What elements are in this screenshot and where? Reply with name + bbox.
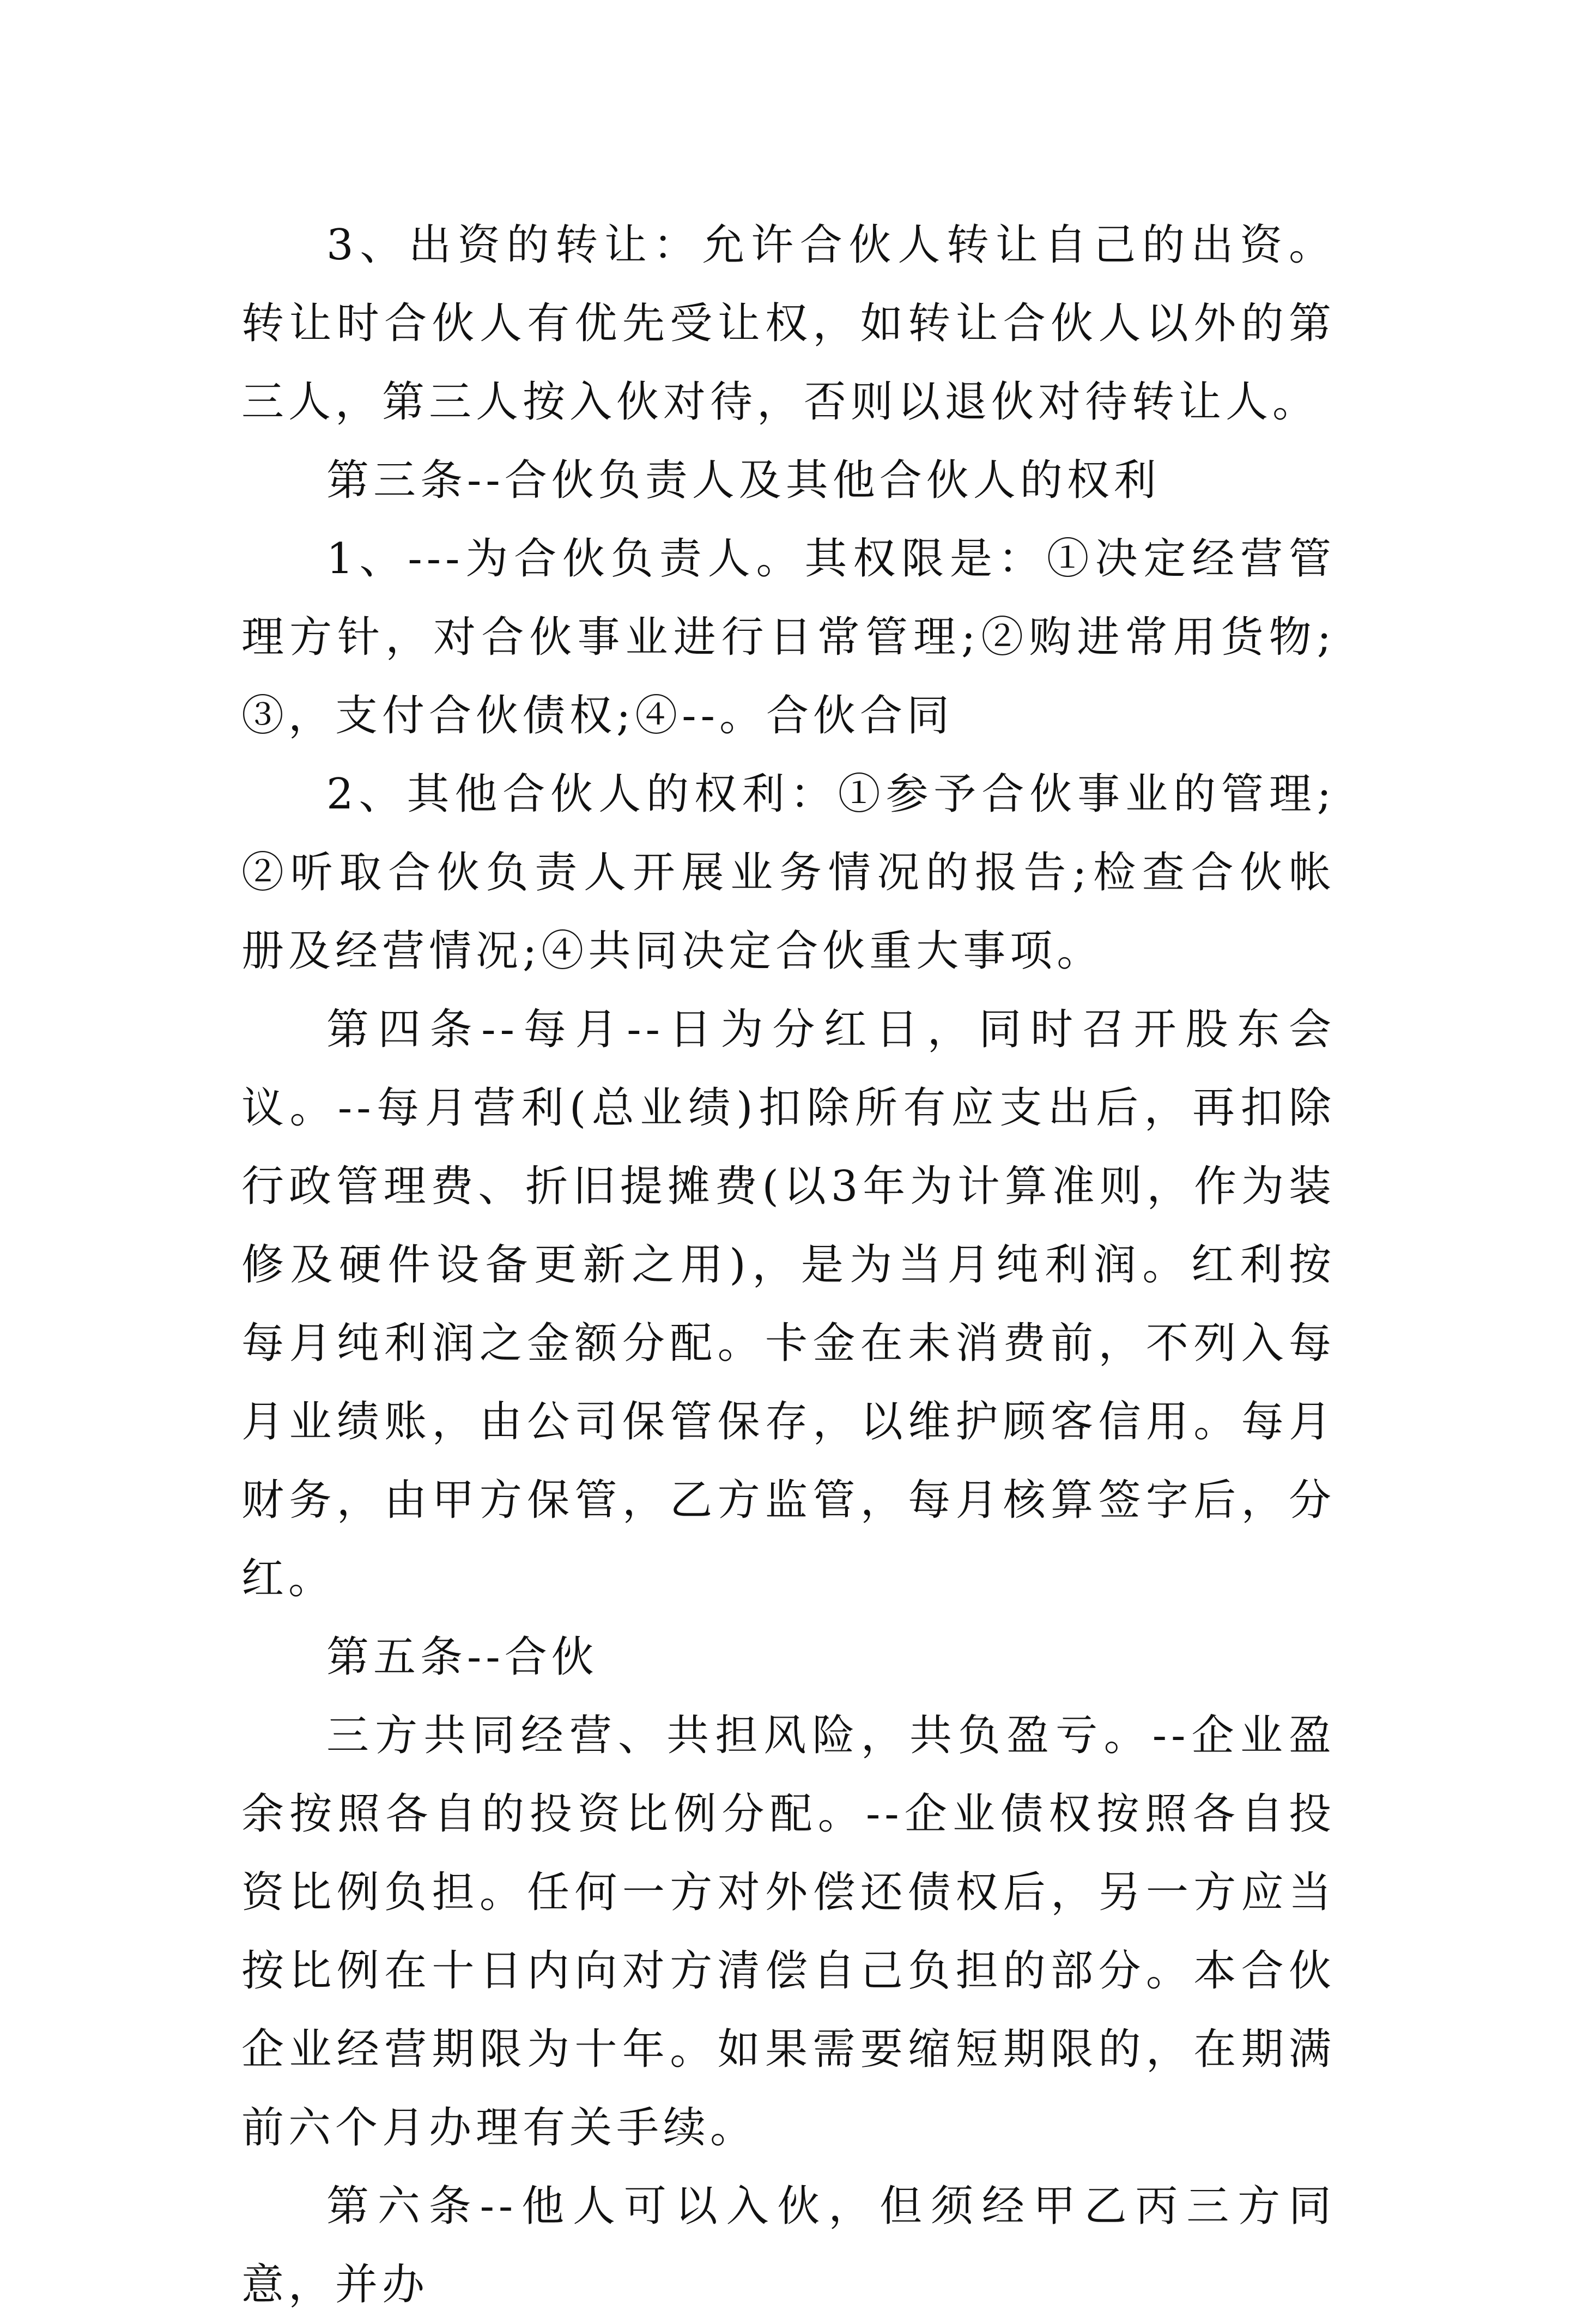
paragraph-capital-transfer: 3、出资的转让：允许合伙人转让自己的出资。转让时合伙人有优先受让权，如转让合伙人以外的第三人，第三人按入伙对待，否则以退伙对待转让人。 [241,221,1336,427]
paragraph-responsible-partner: 1、---为合伙负责人。其权限是：①决定经营管理方针，对合伙事业进行日常管理;②购进常用货物;③，支付合伙债权;④--。合伙合同 [241,534,1336,740]
heading-article-three: 第三条--合伙负责人及其他合伙人的权利 [326,456,1161,505]
document-body [241,206,1336,2324]
paragraph-other-partner-rights: 2、其他合伙人的权利：①参予合伙事业的管理;②听取合伙负责人开展业务情况的报告;检查合伙帐册及经营情况;④共同决定合伙重大事项。 [241,770,1336,976]
heading-article-five: 第五条--合伙 [326,1633,598,1682]
paragraph-article-four: 第四条--每月--日为分红日，同时召开股东会议。--每月营利(总业绩)扣除所有应支出后，再扣除行政管理费、折旧提摊费(以3年为计算准则，作为装修及硬件设备更新之用)，是为当月纯利润。红利按每月纯利润之金额分配。卡金在未消费前，不列入每月业绩账，由公司保管保存，以维护顾客信用。每月财务，由甲方保管，乙方监管，每月核算签字后，分红。 [241,1005,1336,1603]
paragraph-article-six: 第六条--他人可以入伙，但须经甲乙丙三方同意，并办 [241,2182,1336,2309]
paragraph-shared-operation: 三方共同经营、共担风险，共负盈亏。--企业盈余按照各自的投资比例分配。--企业债权按照各自投资比例负担。任何一方对外偿还债权后，另一方应当按比例在十日内向对方清偿自己负担的部分。本合伙企业经营期限为十年。如果需要缩短期限的，在期满前六个月办理有关手续。 [241,1711,1336,2152]
